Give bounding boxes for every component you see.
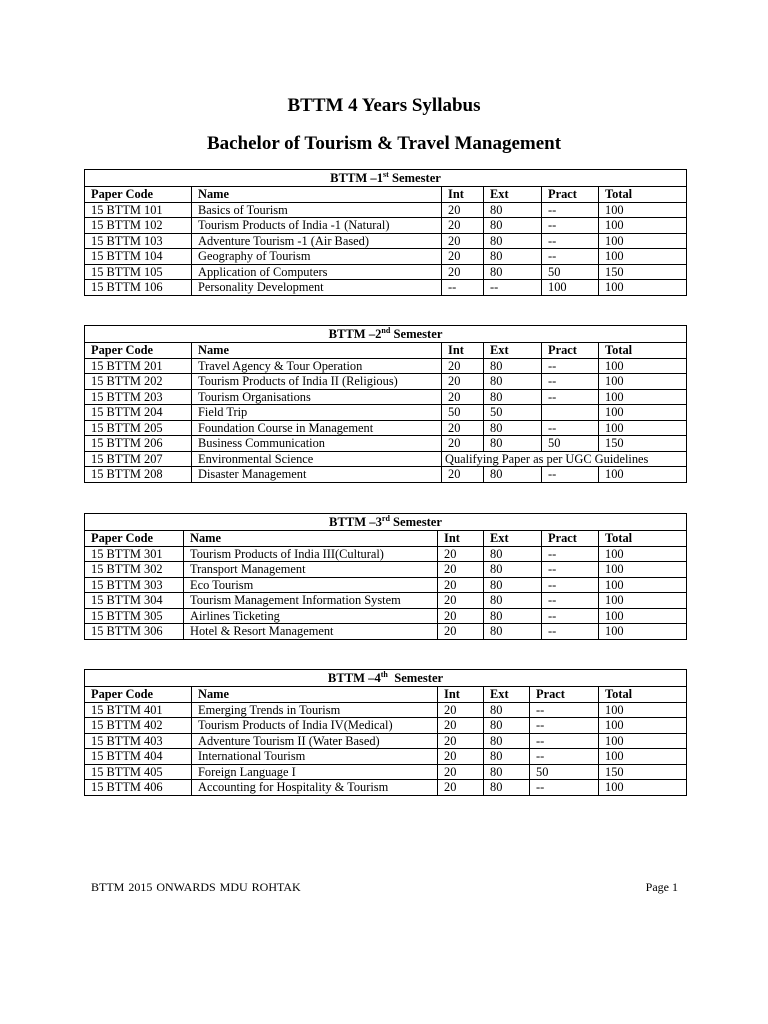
column-header-ext: Ext	[484, 343, 542, 359]
name-cell: Accounting for Hospitality & Tourism	[192, 780, 438, 796]
paper-code-cell: 15 BTTM 207	[85, 451, 192, 467]
semester-caption	[85, 670, 687, 687]
int-cell: 20	[442, 420, 484, 436]
pract-cell: --	[542, 467, 599, 483]
semester-caption-prefix: BTTM –4	[327, 671, 381, 685]
table-row	[85, 405, 687, 421]
paper-code-cell: 15 BTTM 103	[85, 233, 192, 249]
table-row	[85, 718, 687, 734]
column-header-code: Paper Code	[85, 531, 184, 547]
column-header-name: Name	[192, 343, 442, 359]
table-row	[85, 577, 687, 593]
pract-cell: --	[542, 358, 599, 374]
semester-caption-suffix: Semester	[389, 515, 442, 529]
paper-code-cell: 15 BTTM 201	[85, 358, 192, 374]
ext-cell: 80	[484, 218, 542, 234]
int-cell: 20	[442, 249, 484, 265]
paper-code-cell: 15 BTTM 405	[85, 764, 192, 780]
column-header-name: Name	[184, 531, 438, 547]
int-cell: 20	[442, 467, 484, 483]
int-cell: 20	[438, 780, 484, 796]
column-header-int: Int	[442, 343, 484, 359]
page-number: Page 1	[645, 880, 678, 894]
name-cell: Basics of Tourism	[192, 202, 442, 218]
semester-caption-prefix: BTTM –2	[328, 327, 382, 341]
name-cell: Transport Management	[184, 562, 438, 578]
int-cell: 50	[442, 405, 484, 421]
column-header-name: Name	[192, 687, 438, 703]
ext-cell: 80	[484, 374, 542, 390]
int-cell: 20	[442, 389, 484, 405]
table-row	[85, 733, 687, 749]
table-row	[85, 451, 687, 467]
ext-cell: 80	[484, 749, 530, 765]
int-cell: 20	[442, 202, 484, 218]
pract-cell: --	[542, 389, 599, 405]
pract-cell: --	[542, 233, 599, 249]
semester-caption-suffix: Semester	[390, 327, 443, 341]
int-cell: 20	[438, 577, 484, 593]
total-cell: 100	[599, 233, 687, 249]
table-row	[85, 546, 687, 562]
table-row	[85, 624, 687, 640]
total-cell: 100	[599, 405, 687, 421]
name-cell: International Tourism	[192, 749, 438, 765]
name-cell: Personality Development	[192, 280, 442, 296]
paper-code-cell: 15 BTTM 208	[85, 467, 192, 483]
ext-cell: 80	[484, 780, 530, 796]
table-row	[85, 374, 687, 390]
total-cell: 100	[599, 358, 687, 374]
total-cell: 100	[599, 749, 687, 765]
total-cell: 150	[599, 764, 687, 780]
semester-caption-row	[85, 170, 687, 187]
pract-cell: --	[542, 624, 599, 640]
column-header-row	[85, 343, 687, 359]
int-cell: 20	[438, 608, 484, 624]
footer-text: BTTM 2015 ONWARDS MDU ROHTAK	[91, 880, 301, 894]
paper-code-cell: 15 BTTM 305	[85, 608, 184, 624]
total-cell: 100	[599, 562, 687, 578]
ext-cell: 80	[484, 546, 542, 562]
column-header-total: Total	[599, 187, 687, 203]
paper-code-cell: 15 BTTM 304	[85, 593, 184, 609]
name-cell: Tourism Organisations	[192, 389, 442, 405]
semester-caption-prefix: BTTM –1	[330, 171, 384, 185]
table-row	[85, 764, 687, 780]
total-cell: 100	[599, 249, 687, 265]
column-header-pract: Pract	[542, 343, 599, 359]
column-header-ext: Ext	[484, 531, 542, 547]
table-row	[85, 608, 687, 624]
total-cell: 150	[599, 436, 687, 452]
total-cell: 100	[599, 718, 687, 734]
total-cell: 100	[599, 420, 687, 436]
table-row	[85, 233, 687, 249]
total-cell: 150	[599, 264, 687, 280]
ext-cell: 80	[484, 733, 530, 749]
ext-cell: 80	[484, 358, 542, 374]
pract-cell: --	[530, 749, 599, 765]
semester-caption-ordinal: th	[380, 669, 388, 679]
pract-cell: --	[530, 718, 599, 734]
paper-code-cell: 15 BTTM 204	[85, 405, 192, 421]
ext-cell: 80	[484, 718, 530, 734]
semester-caption	[85, 514, 687, 531]
semester-1-table	[84, 169, 687, 296]
pract-cell: 50	[542, 436, 599, 452]
ext-cell: 80	[484, 702, 530, 718]
table-row	[85, 467, 687, 483]
ext-cell: 80	[484, 577, 542, 593]
ext-cell: 80	[484, 764, 530, 780]
ext-cell: 80	[484, 420, 542, 436]
pract-cell: 50	[542, 264, 599, 280]
pract-cell: --	[542, 374, 599, 390]
name-cell: Environmental Science	[192, 451, 442, 467]
name-cell: Adventure Tourism II (Water Based)	[192, 733, 438, 749]
pract-cell: --	[542, 577, 599, 593]
column-header-total: Total	[599, 687, 687, 703]
pract-cell: 50	[530, 764, 599, 780]
paper-code-cell: 15 BTTM 102	[85, 218, 192, 234]
int-cell: 20	[438, 624, 484, 640]
table-row	[85, 218, 687, 234]
pract-cell: --	[542, 562, 599, 578]
column-header-int: Int	[438, 531, 484, 547]
table-row	[85, 593, 687, 609]
semester-4-table	[84, 669, 687, 796]
int-cell: 20	[442, 233, 484, 249]
column-header-row	[85, 531, 687, 547]
table-row	[85, 249, 687, 265]
pract-cell: --	[542, 546, 599, 562]
pract-cell	[542, 405, 599, 421]
int-cell: 20	[438, 749, 484, 765]
table-row	[85, 780, 687, 796]
name-cell: Tourism Products of India IV(Medical)	[192, 718, 438, 734]
paper-code-cell: 15 BTTM 206	[85, 436, 192, 452]
pract-cell: --	[530, 702, 599, 718]
name-cell: Tourism Products of India II (Religious)	[192, 374, 442, 390]
pract-cell: --	[542, 249, 599, 265]
int-cell: 20	[442, 358, 484, 374]
total-cell: 100	[599, 374, 687, 390]
semester-caption-prefix: BTTM –3	[329, 515, 382, 529]
name-cell: Business Communication	[192, 436, 442, 452]
paper-code-cell: 15 BTTM 302	[85, 562, 184, 578]
table-row	[85, 202, 687, 218]
paper-code-cell: 15 BTTM 403	[85, 733, 192, 749]
semester-caption-ordinal: st	[383, 169, 389, 179]
total-cell: 100	[599, 546, 687, 562]
ext-cell: 80	[484, 233, 542, 249]
ext-cell: 50	[484, 405, 542, 421]
paper-code-cell: 15 BTTM 401	[85, 702, 192, 718]
pract-cell: 100	[542, 280, 599, 296]
pract-cell: --	[530, 780, 599, 796]
column-header-ext: Ext	[484, 687, 530, 703]
ext-cell: 80	[484, 389, 542, 405]
pract-cell: --	[542, 593, 599, 609]
pract-cell: --	[542, 420, 599, 436]
int-cell: 20	[442, 374, 484, 390]
name-cell: Application of Computers	[192, 264, 442, 280]
column-header-total: Total	[599, 343, 687, 359]
ext-cell: 80	[484, 467, 542, 483]
name-cell: Foreign Language I	[192, 764, 438, 780]
total-cell: 100	[599, 467, 687, 483]
total-cell: 100	[599, 202, 687, 218]
column-header-int: Int	[438, 687, 484, 703]
name-cell: Eco Tourism	[184, 577, 438, 593]
int-cell: 20	[438, 562, 484, 578]
name-cell: Travel Agency & Tour Operation	[192, 358, 442, 374]
name-cell: Foundation Course in Management	[192, 420, 442, 436]
ext-cell: 80	[484, 593, 542, 609]
int-cell: 20	[442, 218, 484, 234]
int-cell: 20	[438, 764, 484, 780]
total-cell: 100	[599, 280, 687, 296]
semester-caption	[85, 326, 687, 343]
ext-cell: --	[484, 280, 542, 296]
paper-code-cell: 15 BTTM 306	[85, 624, 184, 640]
column-header-int: Int	[442, 187, 484, 203]
semester-caption-row	[85, 326, 687, 343]
ext-cell: 80	[484, 202, 542, 218]
paper-code-cell: 15 BTTM 104	[85, 249, 192, 265]
paper-code-cell: 15 BTTM 105	[85, 264, 192, 280]
ext-cell: 80	[484, 624, 542, 640]
ext-cell: 80	[484, 264, 542, 280]
column-header-pract: Pract	[530, 687, 599, 703]
total-cell: 100	[599, 702, 687, 718]
ext-cell: 80	[484, 436, 542, 452]
name-cell: Emerging Trends in Tourism	[192, 702, 438, 718]
table-row	[85, 420, 687, 436]
column-header-code: Paper Code	[85, 343, 192, 359]
table-row	[85, 749, 687, 765]
int-cell: 20	[438, 702, 484, 718]
int-cell: 20	[442, 264, 484, 280]
total-cell: 100	[599, 780, 687, 796]
table-row	[85, 358, 687, 374]
ext-cell: 80	[484, 608, 542, 624]
total-cell: 100	[599, 733, 687, 749]
int-cell: 20	[438, 733, 484, 749]
name-cell: Geography of Tourism	[192, 249, 442, 265]
name-cell: Adventure Tourism -1 (Air Based)	[192, 233, 442, 249]
column-header-row	[85, 687, 687, 703]
table-row	[85, 562, 687, 578]
int-cell: --	[442, 280, 484, 296]
paper-code-cell: 15 BTTM 203	[85, 389, 192, 405]
qualifying-note-cell: Qualifying Paper as per UGC Guidelines	[442, 451, 687, 467]
semester-caption-ordinal: rd	[381, 513, 390, 523]
name-cell: Disaster Management	[192, 467, 442, 483]
table-row	[85, 389, 687, 405]
column-header-code: Paper Code	[85, 187, 192, 203]
pract-cell: --	[542, 202, 599, 218]
paper-code-cell: 15 BTTM 301	[85, 546, 184, 562]
column-header-pract: Pract	[542, 187, 599, 203]
name-cell: Tourism Products of India -1 (Natural)	[192, 218, 442, 234]
int-cell: 20	[438, 718, 484, 734]
semester-caption-row	[85, 670, 687, 687]
name-cell: Field Trip	[192, 405, 442, 421]
total-cell: 100	[599, 389, 687, 405]
total-cell: 100	[599, 608, 687, 624]
total-cell: 100	[599, 218, 687, 234]
column-header-row	[85, 187, 687, 203]
semester-caption-suffix: Semester	[388, 171, 441, 185]
table-row	[85, 702, 687, 718]
pract-cell: --	[530, 733, 599, 749]
ext-cell: 80	[484, 562, 542, 578]
semester-3-table	[84, 513, 687, 640]
total-cell: 100	[599, 577, 687, 593]
column-header-pract: Pract	[542, 531, 599, 547]
paper-code-cell: 15 BTTM 202	[85, 374, 192, 390]
paper-code-cell: 15 BTTM 205	[85, 420, 192, 436]
int-cell: 20	[438, 593, 484, 609]
table-row	[85, 264, 687, 280]
semester-2-table	[84, 325, 687, 483]
table-row	[85, 436, 687, 452]
column-header-total: Total	[599, 531, 687, 547]
total-cell: 100	[599, 593, 687, 609]
name-cell: Tourism Management Information System	[184, 593, 438, 609]
document-title: BTTM 4 Years Syllabus	[287, 95, 481, 116]
column-header-name: Name	[192, 187, 442, 203]
paper-code-cell: 15 BTTM 106	[85, 280, 192, 296]
column-header-code: Paper Code	[85, 687, 192, 703]
paper-code-cell: 15 BTTM 406	[85, 780, 192, 796]
paper-code-cell: 15 BTTM 402	[85, 718, 192, 734]
semester-caption	[85, 170, 687, 187]
document-subtitle: Bachelor of Tourism & Travel Management	[206, 133, 562, 154]
int-cell: 20	[442, 436, 484, 452]
semester-caption-row	[85, 514, 687, 531]
pract-cell: --	[542, 608, 599, 624]
column-header-ext: Ext	[484, 187, 542, 203]
semester-caption-ordinal: nd	[381, 325, 391, 335]
total-cell: 100	[599, 624, 687, 640]
paper-code-cell: 15 BTTM 303	[85, 577, 184, 593]
paper-code-cell: 15 BTTM 101	[85, 202, 192, 218]
paper-code-cell: 15 BTTM 404	[85, 749, 192, 765]
ext-cell: 80	[484, 249, 542, 265]
name-cell: Hotel & Resort Management	[184, 624, 438, 640]
semester-caption-suffix: Semester	[387, 671, 444, 685]
name-cell: Tourism Products of India III(Cultural)	[184, 546, 438, 562]
name-cell: Airlines Ticketing	[184, 608, 438, 624]
table-row	[85, 280, 687, 296]
int-cell: 20	[438, 546, 484, 562]
pract-cell: --	[542, 218, 599, 234]
